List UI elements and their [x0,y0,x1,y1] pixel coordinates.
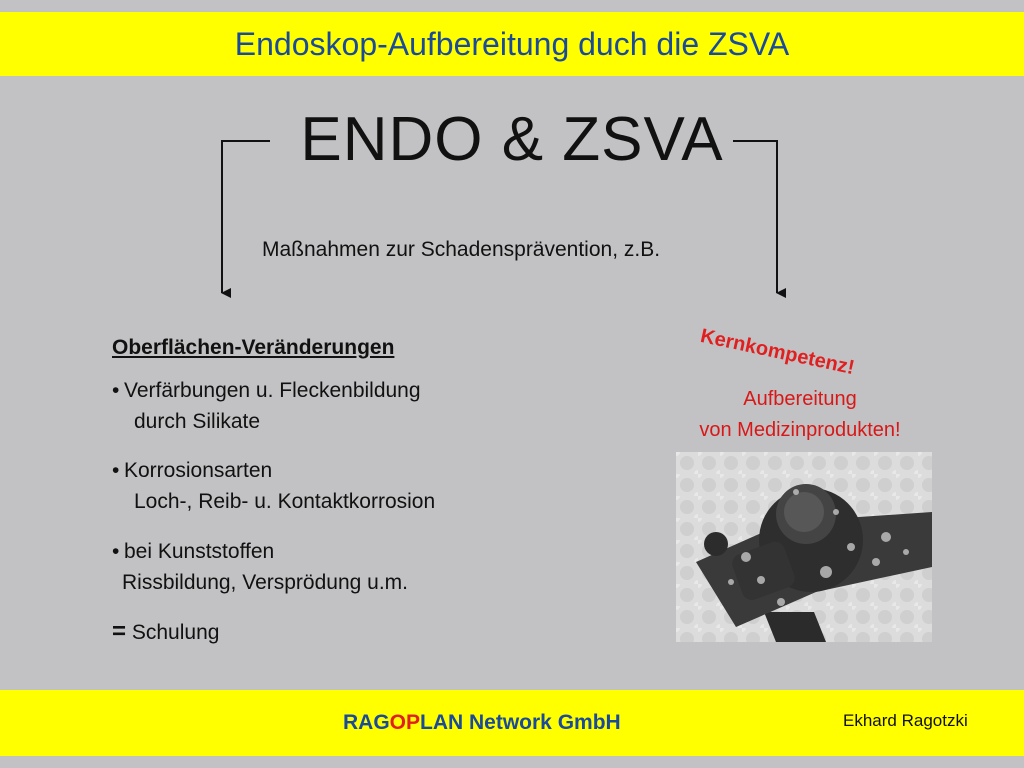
item-line: bei Kunststoffen [124,540,275,563]
conclusion-text: Schulung [131,621,220,644]
section-heading: Oberflächen-Veränderungen [112,336,395,359]
left-content [112,336,436,645]
list-item [112,375,421,437]
item-subline: durch Silikate [134,410,261,433]
conclusion-line [112,616,219,648]
company-name [343,711,621,735]
item-subline: Rissbildung, Versprödung u.m. [122,571,408,594]
item-subline: Loch-, Reib- u. Kontaktkorrosion [134,490,436,513]
bullet: • [112,379,120,402]
left-bracket-arrow [222,141,270,293]
subtitle: Maßnahmen zur Schadensprävention, z.B. [262,238,661,261]
endoscope-photo [676,452,932,642]
item-line: Korrosionsarten [124,459,273,482]
aufbereitung-line1: Aufbereitung [743,388,857,410]
list-item [112,536,408,598]
endoscope-control-image [676,452,932,642]
bullet: • [112,459,120,482]
header-title: Endoskop-Aufbereitung duch die ZSVA [234,25,790,62]
brand-part-2: OP [389,711,421,734]
list-item [112,455,435,517]
right-bracket-arrow [733,141,777,293]
aufbereitung-text [664,384,936,446]
bullet: • [112,540,120,563]
author-name: Ekhard Ragotzki [843,711,968,730]
brand-part-3: LAN Network GmbH [420,711,621,734]
item-line: Verfärbungen u. Fleckenbildung [124,379,421,402]
brand-part-1: RAG [343,711,390,734]
aufbereitung-line2: von Medizinprodukten! [699,419,901,441]
slide-title: ENDO & ZSVA [300,105,724,174]
equals-sign: = [112,618,127,645]
kernkompetenz-label: Kernkompetenz! [698,325,857,380]
